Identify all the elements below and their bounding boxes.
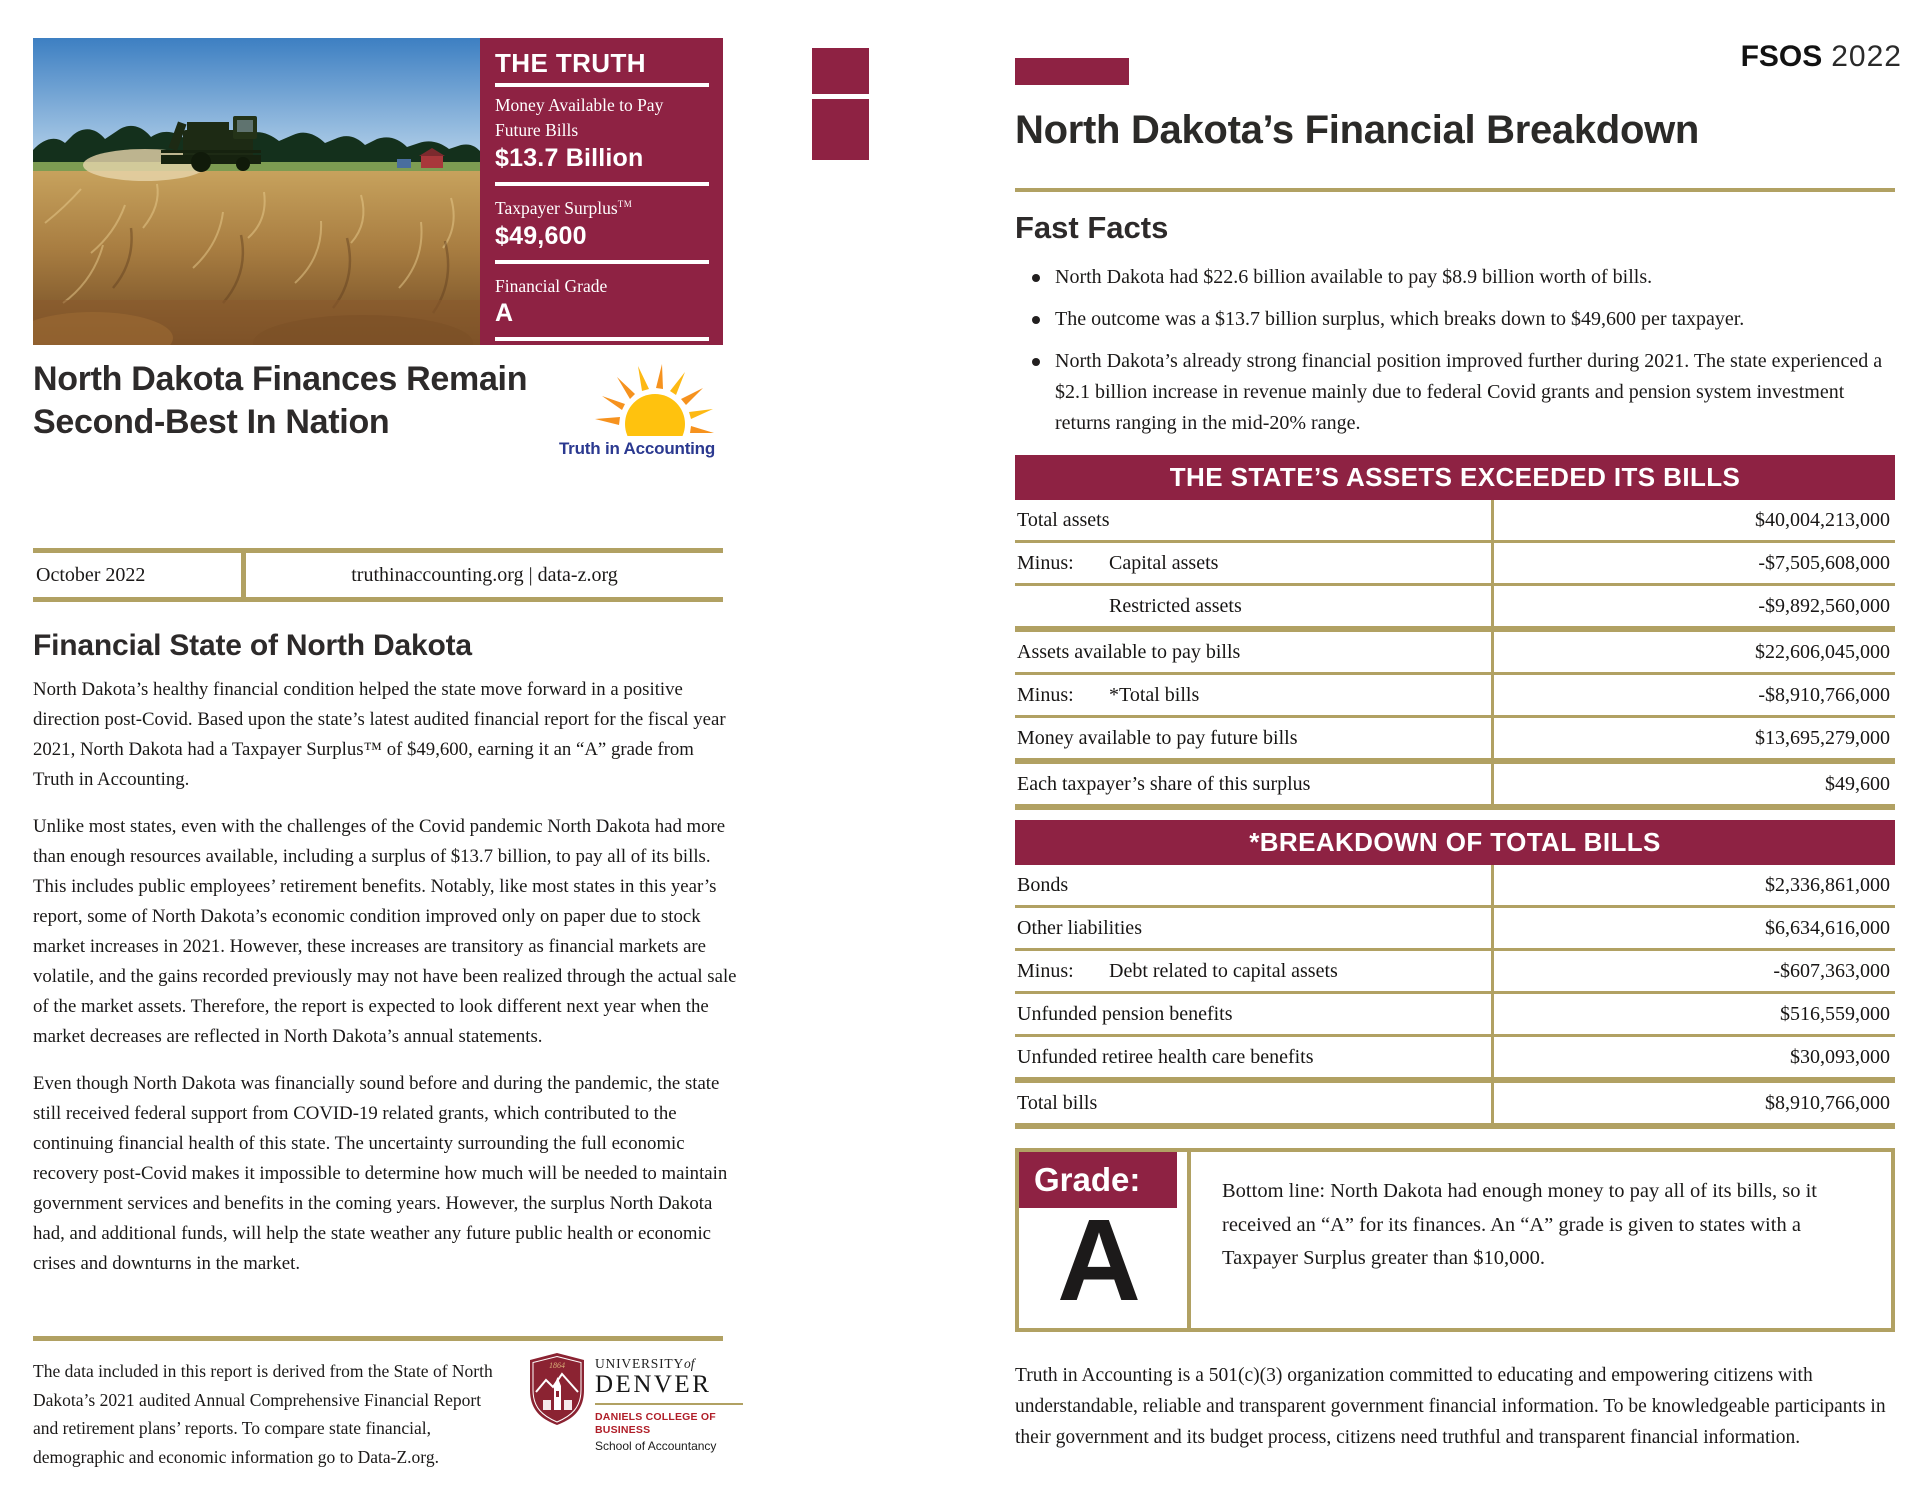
article-headline: North Dakota Finances Remain Second-Best In Nation <box>33 360 528 441</box>
table-row: Other liabilities $6,634,616,000 <box>1015 905 1895 948</box>
grade-box <box>1015 1148 1895 1332</box>
table-row: Each taxpayer’s share of this surplus $49,600 <box>1015 758 1895 804</box>
table-row: Bonds $2,336,861,000 <box>1015 865 1895 905</box>
divider <box>495 337 709 341</box>
paragraph: North Dakota’s healthy financial condition helped the state move forward in a positive direction post-Covid. Based upon the state’s latest audited financial report for the fiscal year 2021, North Dakota had a Taxpayer Surplus™ of $49,600, earning it an “A” grade from Truth in Accounting. <box>33 679 726 790</box>
issue-date: October 2022 <box>36 563 146 586</box>
du-denver: DENVER <box>595 1371 712 1398</box>
grade-label: Grade: <box>1019 1152 1177 1208</box>
assets-table <box>1015 455 1895 810</box>
grade-bottom-line: Bottom line: North Dakota had enough money to pay all of its bills, so it received an “A” for its finances. An “A” grade is given to states with a Taxpayer Surplus greater than $10,000. <box>1222 1180 1818 1269</box>
sun-icon <box>552 360 722 440</box>
page-title: North Dakota’s Financial Breakdown <box>1015 108 1700 152</box>
table-row: Total bills $8,910,766,000 <box>1015 1077 1895 1123</box>
paragraph: Even though North Dakota was financially sound before and during the pandemic, the state still received federal support from COVID-19 related grants, which contributed to the continuing financial health of this state. The uncertainty surrounding the full economic recovery post-Covid makes it impossible to determine how much will be needed to maintain government services and benefits in the coming years. However, the surplus North Dakota had, and additional funds, will help the state weather any future public health or economic crises and downturns in the market. <box>33 1073 728 1274</box>
truth-in-accounting-logo <box>551 358 723 459</box>
divider <box>812 94 869 99</box>
wheat-field-combine-illustration <box>33 38 480 345</box>
paragraph: Unlike most states, even with the challenges of the Covid pandemic North Dakota had more than enough resources available, including a surplus of $13.7 billion, to pay all of its bills. This includes public employees’ retirement benefits. Notably, like most states in this year’s report, some of North Dakota’s economic condition improved only on paper due to stock market increases in 2021. However, these increases are transitory as financial markets are volatile, and the gains recorded previously may not have been realized through the actual sale of the market assets. Therefore, the report is expected to look different next year when the market decreases are reflected in North Dakota’s annual statements. <box>33 816 737 1047</box>
divider <box>595 1403 743 1405</box>
du-wordmark <box>595 1352 745 1453</box>
truth-panel-title: THE TRUTH <box>495 48 646 78</box>
section-title: Financial State of North Dakota <box>33 629 472 662</box>
bills-table <box>1015 820 1895 1129</box>
table-row: Money available to pay future bills $13,695,279,000 <box>1015 715 1895 758</box>
bullet-icon <box>1032 358 1040 366</box>
article-body <box>33 628 739 1296</box>
fast-facts-list <box>1015 262 1897 450</box>
website-links: truthinaccounting.org | data-z.org <box>241 553 723 597</box>
stat-value: $49,600 <box>495 221 587 250</box>
du-shield-icon <box>528 1352 586 1426</box>
list-item <box>1015 262 1897 293</box>
table-row: Minus: Capital assets -$7,505,608,000 <box>1015 540 1895 583</box>
grade-panel <box>1019 1152 1191 1328</box>
table-row: Restricted assets -$9,892,560,000 <box>1015 583 1895 626</box>
bullet-icon <box>1032 316 1040 324</box>
fact-text: The outcome was a $13.7 billion surplus, which breaks down to $49,600 per taxpayer. <box>1055 308 1745 330</box>
table-row: Minus: *Total bills -$8,910,766,000 <box>1015 672 1895 715</box>
list-item <box>1015 304 1897 335</box>
fsos-year: 2022 <box>1831 40 1902 73</box>
divider <box>1015 188 1895 192</box>
bullet-icon <box>1032 274 1040 282</box>
list-item <box>1015 346 1897 439</box>
fsos-label: FSOS <box>1740 40 1823 73</box>
organization-note: Truth in Accounting is a 501(c)(3) organization committed to educating and empowering citizens with understandable, reliable and transparent government financial information. To be knowledgeable participants in their government and its budget process, citizens need truthful and transparent financial information. <box>1015 1365 1886 1448</box>
table-row: Total assets $40,004,213,000 <box>1015 500 1895 540</box>
fsos-brand <box>1015 40 1902 74</box>
headline-row <box>33 358 723 459</box>
grade-value: A <box>1057 1195 1141 1325</box>
fact-text: North Dakota’s already strong financial position improved further during 2021. The state experienced a $2.1 billion increase in revenue mainly due to federal Covid grants and pension system investment returns ranging in the mid-20% range. <box>1055 350 1883 434</box>
truth-in-accounting-wordmark: Truth in Accounting <box>558 439 716 458</box>
page-edge-accent <box>812 48 869 160</box>
fact-text: North Dakota had $22.6 billion available to pay $8.9 billion worth of bills. <box>1055 266 1653 288</box>
bills-table-body <box>1015 865 1895 1123</box>
divider <box>495 83 709 87</box>
divider <box>495 260 709 264</box>
dateline-bar <box>33 548 723 602</box>
du-university-of: UNIVERSITYof <box>595 1356 695 1371</box>
bills-table-header: *BREAKDOWN OF TOTAL BILLS <box>1015 820 1895 865</box>
stat-value: A <box>495 299 514 328</box>
accent-bar <box>1015 58 1129 85</box>
du-school-of-accountancy: School of Accountancy <box>595 1439 717 1453</box>
university-of-denver-logo <box>528 1352 740 1453</box>
stat-label: Taxpayer Surplus™ <box>495 197 633 218</box>
divider <box>495 182 709 186</box>
du-daniels-college: DANIELS COLLEGE OF BUSINESS <box>595 1411 716 1436</box>
wheat-harvest-photo <box>33 38 480 345</box>
divider <box>33 1336 723 1341</box>
stat-label: Financial Grade <box>495 275 608 296</box>
stat-value: $13.7 Billion <box>495 143 644 172</box>
svg-text:1864: 1864 <box>549 1361 565 1370</box>
fast-facts-title: Fast Facts <box>1015 210 1169 245</box>
table-row: Minus: Debt related to capital assets -$607,363,000 <box>1015 948 1895 991</box>
source-note: The data included in this report is derived from the State of North Dakota’s 2021 audited Annual Comprehensive Financial Report and retirement plans’ reports. To compare state financial, demographic and economic information go to Data-Z.org. <box>33 1361 493 1467</box>
assets-table-body <box>1015 500 1895 804</box>
table-row: Assets available to pay bills $22,606,045,000 <box>1015 626 1895 672</box>
table-row: Unfunded pension benefits $516,559,000 <box>1015 991 1895 1034</box>
table-row: Unfunded retiree health care benefits $30,093,000 <box>1015 1034 1895 1077</box>
hero-section <box>33 38 723 345</box>
assets-table-header: THE STATE’S ASSETS EXCEEDED ITS BILLS <box>1015 455 1895 500</box>
stat-label: Money Available to Pay Future Bills <box>495 95 664 140</box>
the-truth-panel <box>480 38 723 345</box>
